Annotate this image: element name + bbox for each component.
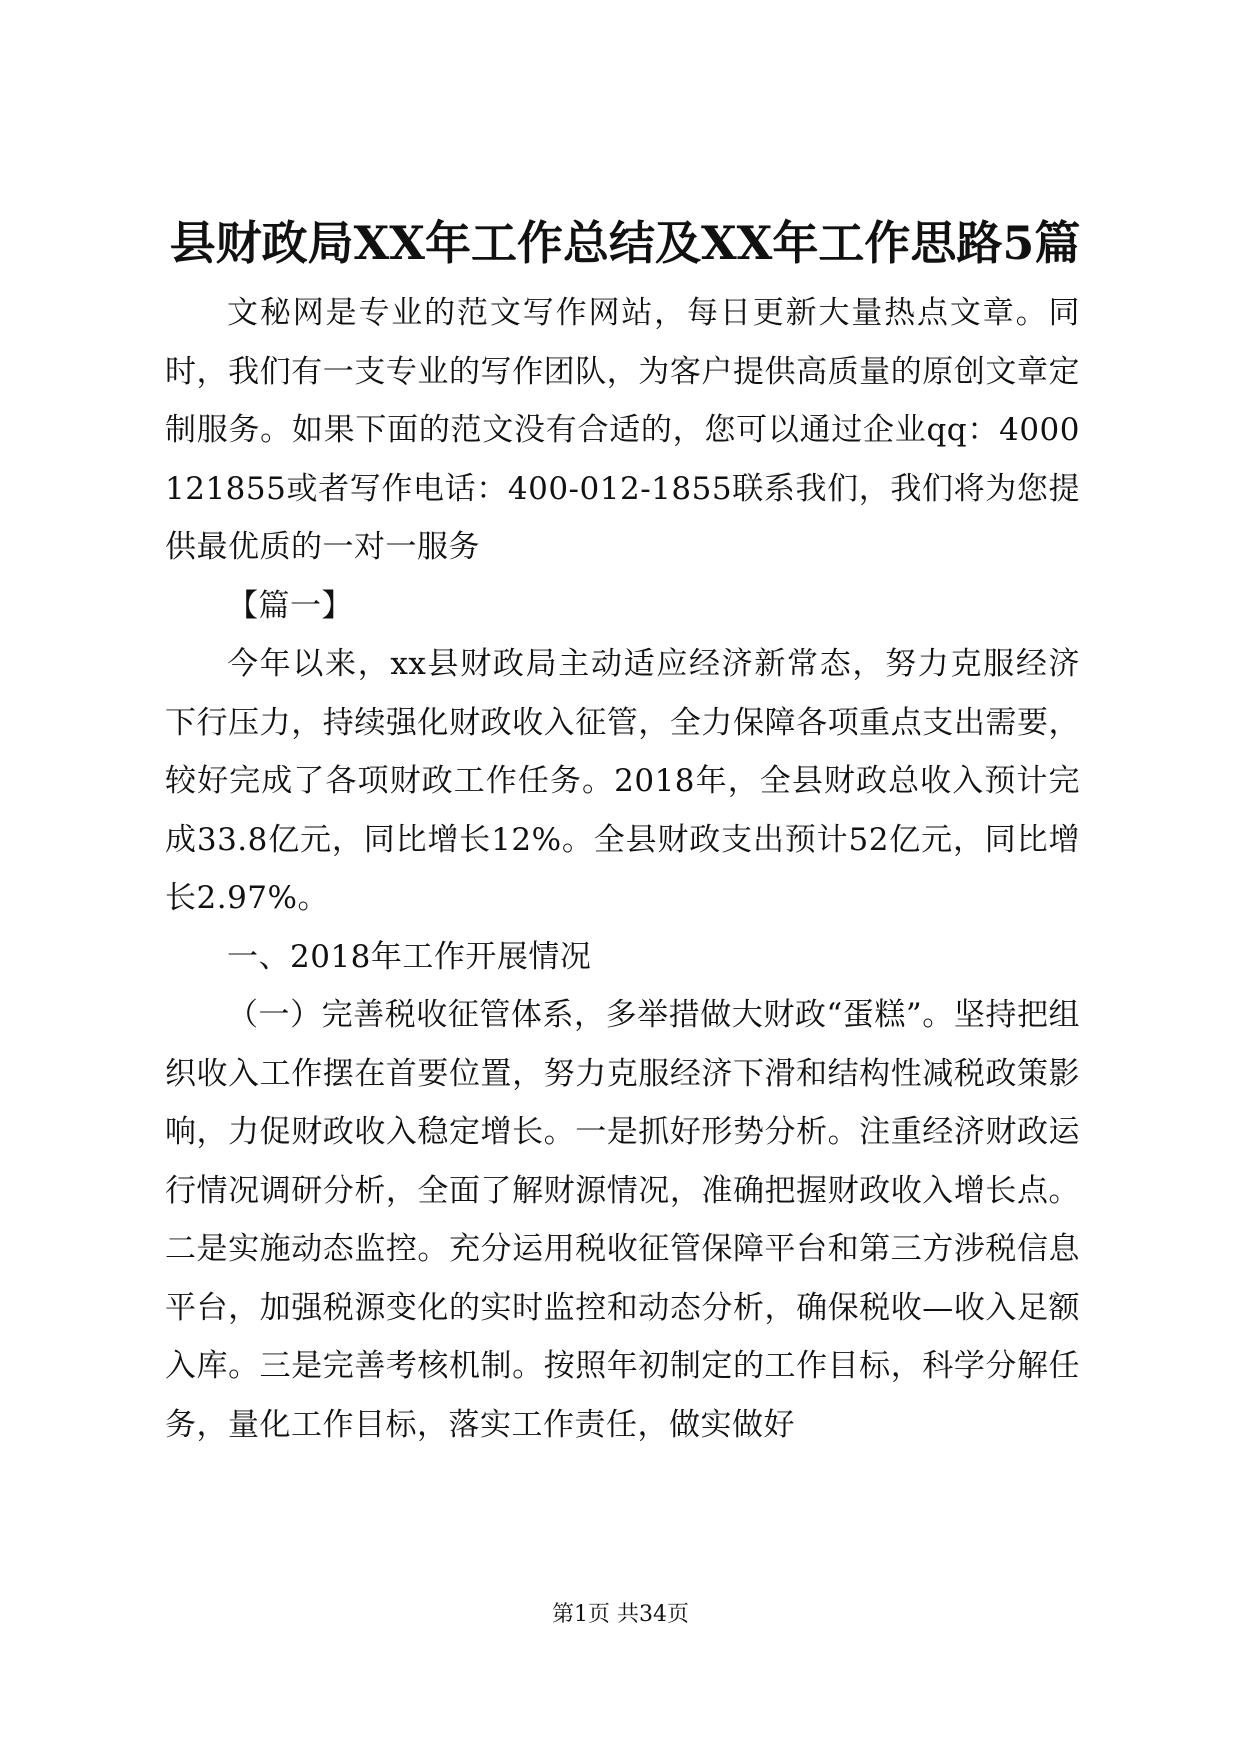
section-label-part-one: 【篇一】 [227, 587, 353, 624]
tax-collection-paragraph: （一）完善税收征管体系，多举措做大财政“蛋糕”。坚持把组织收入工作摆在首要位置，努力克服经济下滑和结构性减税政策影响，力促财政收入稳定增长。一是抓好形势分析。注重经济财政运行情况调研分析，全面了解财源情况，准确把握财政收入增长点。二是实施动态监控。充分运用税收征管保障平台和第三方涉税信息平台，加强税源变化的实时监控和动态分析，确保税收—收入足额入库。三是完善考核机制。按照年初制定的工作目标，科学分解任务，量化工作目标，落实工作责任，做实做好 [165, 997, 1080, 1443]
page-number-footer: 第1页 共34页 [552, 1602, 689, 1627]
intro-paragraph: 文秘网是专业的范文写作网站，每日更新大量热点文章。同时，我们有一支专业的写作团队，为客户提供高质量的原创文章定制服务。如果下面的范文没有合适的，您可以通过企业qq：4000121855或者写作电话：400-012-1855联系我们，我们将为您提供最优质的一对一服务 [165, 295, 1080, 565]
summary-paragraph: 今年以来，xx县财政局主动适应经济新常态，努力克服经济下行压力，持续强化财政收入征管，全力保障各项重点支出需要，较好完成了各项财政工作任务。2018年，全县财政总收入预计完成33.8亿元，同比增长12%。全县财政支出预计52亿元，同比增长2.97%。 [165, 646, 1080, 916]
section-heading-2018-work: 一、2018年工作开展情况 [227, 938, 592, 975]
document-body [165, 284, 1080, 1454]
document-title: 县财政局XX年工作总结及XX年工作思路5篇 [169, 216, 1081, 270]
